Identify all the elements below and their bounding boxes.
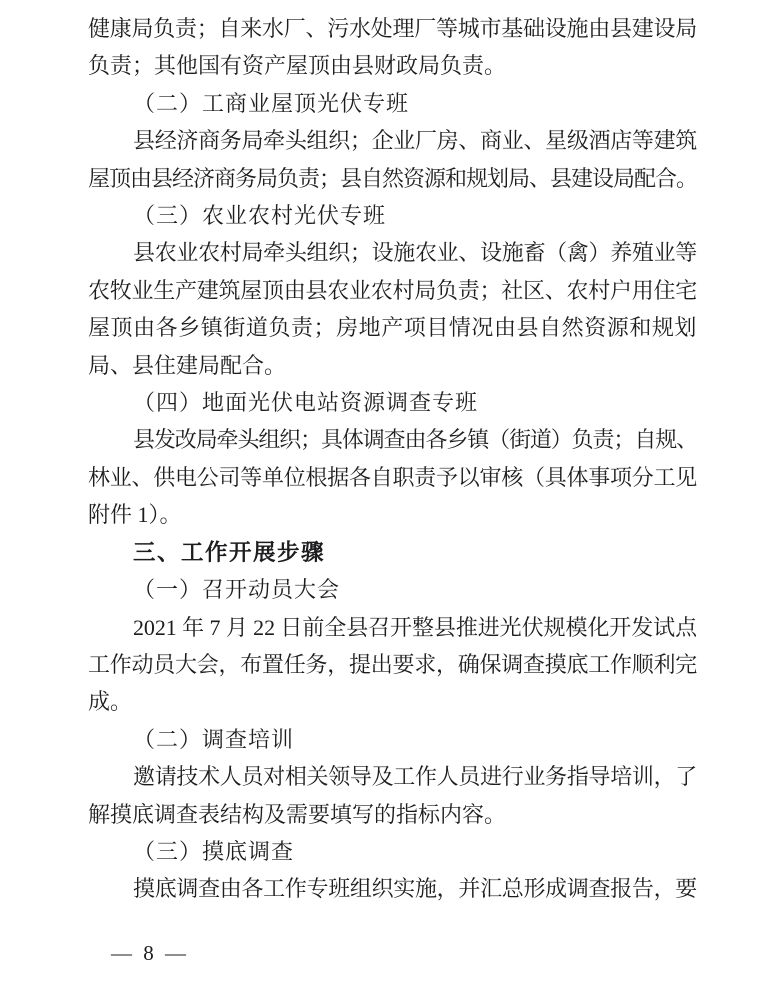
line-text: 解摸底调查表结构及需要填写的指标内容。 [88, 801, 507, 827]
paragraph-line [88, 683, 697, 720]
section-heading [88, 197, 697, 234]
line-text: 成。 [88, 689, 133, 715]
page-number: — 8 — [111, 941, 189, 965]
paragraph-line [88, 122, 697, 159]
paragraph-line [88, 796, 697, 833]
paragraph-line [88, 609, 697, 646]
line-text: 工作动员大会，布置任务，提出要求，确保调查摸底工作顺利完 [88, 651, 697, 677]
paragraph-line [88, 758, 697, 795]
line-text: 附件 1）。 [88, 502, 182, 528]
line-text: 农牧业生产建筑屋顶由县农业农村局负责；社区、农村户用住宅 [88, 277, 697, 303]
line-text: 负责；其他国有资产屋顶由县财政局负责。 [88, 53, 507, 79]
chapter-heading [88, 534, 697, 571]
paragraph-line [88, 347, 697, 384]
line-text: 2021 年 7 月 22 日前全县召开整县推进光伏规模化开发试点 [133, 614, 697, 640]
section-heading [88, 384, 697, 421]
line-text: （一）召开动员大会 [133, 577, 341, 603]
paragraph-line [88, 309, 697, 346]
line-text: （二）工商业屋顶光伏专班 [133, 90, 410, 116]
paragraph-line [88, 646, 697, 683]
line-text: 邀请技术人员对相关领导及工作人员进行业务指导培训，了 [133, 764, 697, 790]
paragraph-line [88, 421, 697, 458]
paragraph-line [88, 459, 697, 496]
line-text: 健康局负责；自来水厂、污水处理厂等城市基础设施由县建设局 [88, 16, 697, 41]
line-text: 局、县住建局配合。 [88, 352, 287, 378]
section-heading [88, 85, 697, 122]
line-text: （二）调查培训 [133, 726, 295, 752]
line-text: 县农业农村局牵头组织；设施农业、设施畜（禽）养殖业等 [133, 240, 697, 266]
line-text: 三、工作开展步骤 [133, 539, 326, 565]
line-text: 林业、供电公司等单位根据各自职责予以审核（具体事项分工见 [88, 464, 697, 490]
line-text: 屋顶由县经济商务局负责；县自然资源和规划局、县建设局配合。 [88, 165, 697, 191]
paragraph-line [88, 234, 697, 271]
paragraph-line [88, 47, 697, 84]
line-text: 县经济商务局牵头组织；企业厂房、商业、星级酒店等建筑 [133, 128, 697, 154]
line-text: 县发改局牵头组织；具体调查由各乡镇（街道）负责；自规、 [133, 427, 697, 453]
section-heading [88, 571, 697, 608]
line-text: （三）摸底调查 [133, 838, 295, 864]
paragraph-line [88, 496, 697, 533]
paragraph-line [88, 272, 697, 309]
paragraph-line [88, 160, 697, 197]
paragraph-line [88, 10, 697, 47]
line-text: 屋顶由各乡镇街道负责；房地产项目情况由县自然资源和规划 [88, 315, 697, 341]
line-text: 摸底调查由各工作专班组织实施，并汇总形成调查报告，要 [133, 876, 697, 902]
document-body [88, 10, 697, 908]
section-heading [88, 833, 697, 870]
section-heading [88, 721, 697, 758]
line-text: （四）地面光伏电站资源调查专班 [133, 390, 479, 416]
paragraph-line [88, 870, 697, 907]
line-text: （三）农业农村光伏专班 [133, 203, 387, 229]
